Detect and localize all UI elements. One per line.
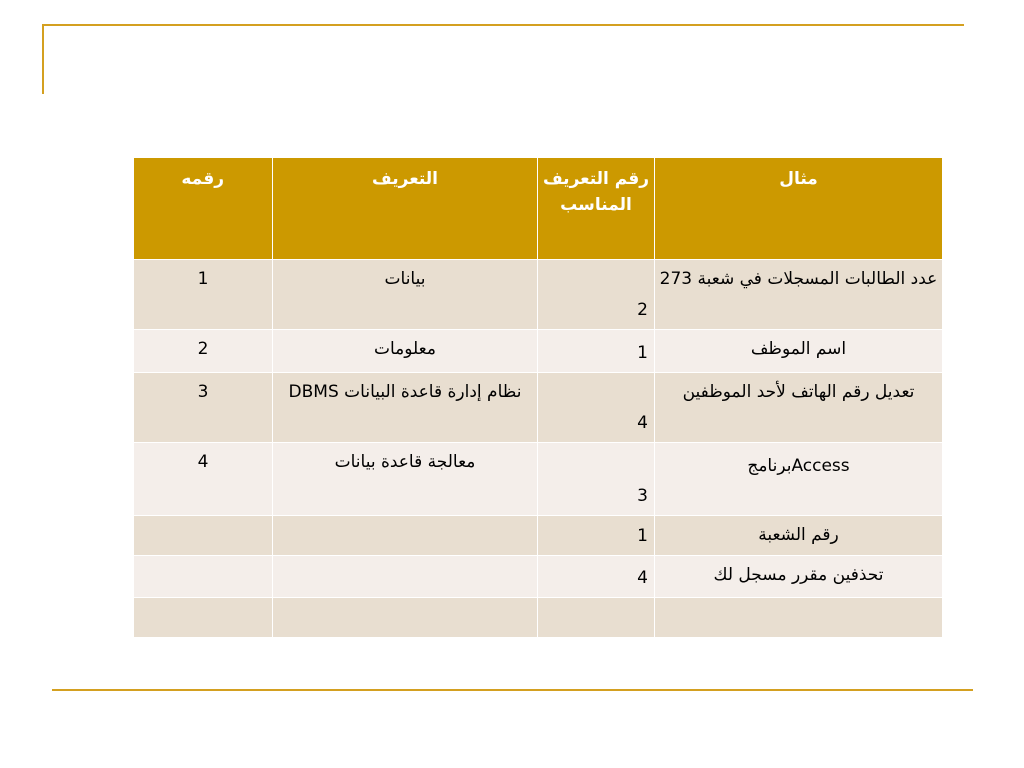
number-cell: [134, 598, 273, 638]
bottom-decor-line: [52, 689, 973, 691]
table-row: [134, 516, 943, 556]
match-cell: 1: [538, 516, 655, 556]
number-cell: 2: [134, 330, 273, 373]
match-cell: 3: [538, 443, 655, 516]
match-cell: 4: [538, 373, 655, 443]
header-definition: التعريف: [273, 158, 538, 260]
table-row: [134, 260, 943, 330]
definition-cell: [273, 516, 538, 556]
table-row: [134, 373, 943, 443]
definition-cell: معالجة قاعدة بيانات: [273, 443, 538, 516]
definition-cell: [273, 598, 538, 638]
definition-cell: بيانات: [273, 260, 538, 330]
match-cell: 1: [538, 330, 655, 373]
match-cell: [538, 598, 655, 638]
number-cell: [134, 516, 273, 556]
header-match: رقم التعريف المناسب: [538, 158, 655, 260]
left-decor-line: [42, 24, 44, 94]
match-cell: 2: [538, 260, 655, 330]
number-cell: 1: [134, 260, 273, 330]
example-cell: [655, 598, 943, 638]
example-cell: عدد الطالبات المسجلات في شعبة 273: [655, 260, 943, 330]
table-row: [134, 443, 943, 516]
header-number: رقمه: [134, 158, 273, 260]
table-row: [134, 330, 943, 373]
definition-cell: [273, 556, 538, 598]
table-row: [134, 598, 943, 638]
match-cell: 4: [538, 556, 655, 598]
example-cell: تعديل رقم الهاتف لأحد الموظفين: [655, 373, 943, 443]
header-example: مثال: [655, 158, 943, 260]
definition-cell: نظام إدارة قاعدة البيانات DBMS: [273, 373, 538, 443]
number-cell: 3: [134, 373, 273, 443]
definition-cell: معلومات: [273, 330, 538, 373]
top-decor-line: [42, 24, 964, 26]
number-cell: [134, 556, 273, 598]
matching-table: [133, 157, 943, 638]
table-row: [134, 556, 943, 598]
header-row: [134, 158, 943, 260]
example-cell: Accessبرنامج: [655, 443, 943, 516]
example-cell: رقم الشعبة: [655, 516, 943, 556]
example-cell: تحذفين مقرر مسجل لك: [655, 556, 943, 598]
example-cell: اسم الموظف: [655, 330, 943, 373]
number-cell: 4: [134, 443, 273, 516]
